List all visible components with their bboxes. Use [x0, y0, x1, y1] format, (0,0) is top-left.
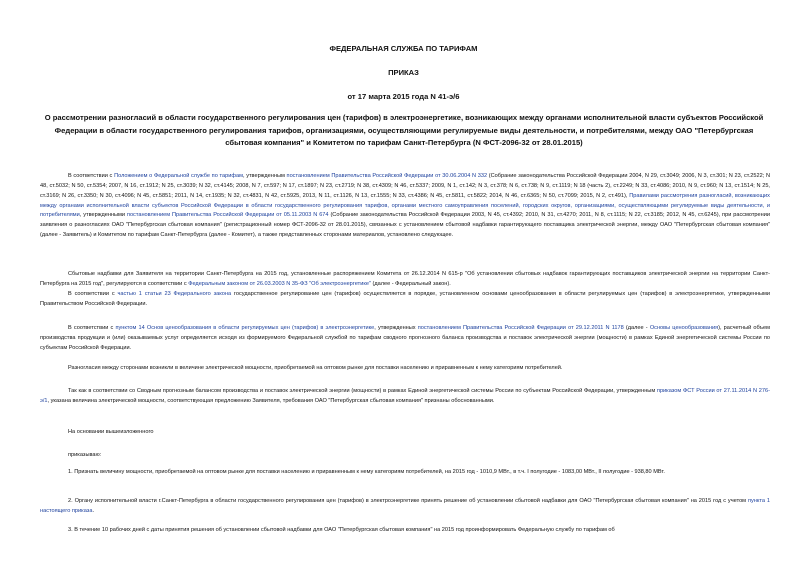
- paragraph-1-text-1: В соответствии с: [68, 173, 115, 179]
- paragraph-4-text-3: (далее -: [623, 325, 650, 331]
- paragraph-1-text-3: (Собрание законодательства Российской Федерации 2004, N 29, ст.3049; 2006, N 3, ст.301; N 23, ст.2522; N 48, ст.5032; N 50, ст.5354; 2007, N 16, ст.1912; N 25, ст.3039; N 32, ст.4145; 2008, N 7, ст.597; N 17, ст.1897; N 23, ст.2719; N 38, ст.4309; N 46, ст.5337; 2009, N 1, ст.142; N 3, ст.378; N 6, ст.738; N 9, ст.1119; N 18 (часть 2), ст.2249; N 33, ст.4086; 2010, N 9, ст.960; N 13, ст.1514; N 25, ст.3169; N 26, ст.3350; N 30, ст.4096; N 45, ст.5851; 2011, N 14, ст.1935; N 32, ст.4831, N 42, ст.5925, 2013, N 11, ст.1126, N 13, ст.1555; N 33, ст.4386; N 45, ст.5811, ст.5822; 2014, N 46, ст.6365; N 50, ст.7099; 2015, N 2, ст.491),: [40, 173, 771, 199]
- paragraph-6-text-2: , указана величина электрической мощности, соответствующая предложению Заявителя, требования ОАО "Петербургская сбытовая компания" признаны обоснованными.: [47, 397, 495, 404]
- paragraph-3-text-2: государственное регулирование цен (тарифов) осуществляется в порядке, установленном основами ценообразования в области регулируемых цен (тарифов) в электроэнергетике, утвержденными Правительством Российской Федерации.: [40, 291, 770, 307]
- link-decree-1178[interactable]: постановлением Правительства Российской Федерации от 29.12.2011 N 1178: [417, 325, 624, 331]
- link-decree-332[interactable]: постановлением Правительства Российской Федерации от 30.06.2004 N 332: [286, 173, 488, 179]
- paragraph-6: [40, 387, 770, 407]
- paragraph-2-text-1: Сбытовые надбавки для Заявителя на территории Санкт-Петербурга на 2015 год, установленные распоряжением Комитета от 26.12.2014 N 615-р "Об установлении сбытовых надбавок гарантирующих поставщиков электрической энергии на территории Санкт-Петербурга на 2015 год", регулируются в соответствии с: [40, 271, 770, 287]
- paragraph-3-text-1: В соответствии с: [68, 291, 118, 297]
- order-item-2: [40, 497, 770, 517]
- agency-heading: ФЕДЕРАЛЬНАЯ СЛУЖБА ПО ТАРИФАМ: [329, 44, 478, 53]
- paragraph-order: приказываю:: [68, 452, 102, 458]
- paragraph-basis: На основании вышеизложенного: [68, 429, 154, 435]
- order-item-1: 1. Признать величину мощности, приобретаемой на оптовом рынке для поставки населению и приравненным к нему категориям потребителей, на 2015 год - 1010,9 МВт., в т.ч. I полугодие - 1083,00 МВт., II полугодие - 938,80 МВт.: [68, 469, 665, 475]
- paragraph-1-text-4: , утвержденными: [79, 212, 127, 219]
- paragraph-2-text-2: (далее - Федеральный закон).: [370, 280, 451, 287]
- paragraph-6-text-1: Так как в соответствии со Сводным прогнозным балансом производства и поставок электрической энергии (мощности) в рамках Единой энергетической системы России по субъектам Российской Федерации, утвержденным: [68, 388, 657, 394]
- link-pricing-basics[interactable]: Основы ценообразования: [649, 325, 719, 331]
- link-pricing-basics-p14[interactable]: пунктом 14 Основ ценообразования в области регулируемых цен (тарифов) в электроэнергетике: [115, 325, 375, 331]
- link-fst-order-276[interactable]: приказом ФСТ России от 27.11.2014 N 276-э/1: [40, 388, 770, 404]
- link-item-1[interactable]: пункта 1 настоящего приказа: [40, 498, 770, 514]
- link-disagreement-rules[interactable]: Правилами рассмотрения разногласий, возникающих между органами исполнительной власти субъектов Российской Федерации в области государственного регулирования тарифов, органами местного самоуправления поселений, городских округов, организациями, осуществляющими регулируемые виды деятельности, и потребителями: [40, 192, 770, 219]
- paragraph-1: [40, 172, 770, 241]
- link-article-23[interactable]: частью 1 статьи 23 Федерального закона: [117, 291, 232, 297]
- paragraph-5: Разногласия между сторонами возникли в величине электрической мощности, приобретаемой на оптовом рынке для поставки населению и приравненным к нему категориям потребителей.: [68, 365, 563, 371]
- document-title: О рассмотрении разногласий в области государственного регулирования цен (тарифов) в электроэнергетике, возникающих между органами исполнительной власти субъектов Российской Федерации в области государственного регулирования тарифов, организациями, осуществляющими регулируемые виды деятельности, и потребителями, между ОАО "Петербургская сбытовая компания" и Комитетом по тарифам Санкт-Петербурга (N ФСТ-2096-32 от 28.01.2015): [44, 113, 764, 147]
- order-date-number: от 17 марта 2015 года N 41-э/6: [347, 92, 460, 101]
- order-item-2-text-2: .: [92, 507, 94, 514]
- order-item-3: 3. В течение 10 рабочих дней с даты принятия решения об установлении сбытовой надбавки для ОАО "Петербургская сбытовая компания" на 2015 год проинформировать Федеральную службу по тарифам об: [68, 527, 615, 533]
- paragraph-4-text-4: ), расчетный объем производства продукции и (или) оказываемых услуг определяется исходя из формируемого Федеральной службой по тарифам сводного прогнозного баланса производства и поставок электрической энергии (мощности) в рамках Единой энергетической системы России по субъектам Российской Федерации.: [40, 325, 771, 351]
- link-fst-regulation[interactable]: Положением о Федеральной службе по тарифам: [114, 173, 243, 179]
- link-federal-law-35fz[interactable]: Федеральным законом от 26.03.2003 N 35-ФЗ "Об электроэнергетике": [188, 280, 371, 287]
- paragraph-4: [40, 324, 770, 354]
- paragraph-1-text-5: (Собрание законодательства Российской Федерации 2003, N 45, ст.4392; 2010, N 31, ст.4270; 2011, N 8, ст.1115; N 22, ст.3185; 2012, N 45, ст.6245), при рассмотрении заявления о разногласиях ОАО "Петербургская сбытовая компания" (регистрационный номер ФСТ-2096-32 от 28.01.2015), связанных с установлением сбытовой надбавки гарантирующего поставщика электрической энергии, между ОАО "Петербургская сбытовая компания" (далее - Заявитель) и Комитетом по тарифам Санкт-Петербурга (далее - Комитет), а также представленных сторонами материалов, установлено следующее.: [40, 212, 770, 239]
- paragraph-4-text-1: В соответствии с: [68, 325, 116, 331]
- order-heading: ПРИКАЗ: [388, 68, 419, 77]
- paragraph-3: [40, 290, 770, 310]
- paragraph-2: [40, 270, 770, 290]
- paragraph-4-text-2: , утвержденных: [374, 325, 418, 331]
- order-item-2-text-1: 2. Органу исполнительной власти г.Санкт-Петербурга в области государственного регулирования цен (тарифов) в электроэнергетике принять решение об установлении сбытовой надбавки для ОАО "Петербургская сбытовая компания" на 2015 год с учетом: [68, 498, 748, 504]
- link-decree-674[interactable]: постановлением Правительства Российской Федерации от 05.11.2003 N 674: [126, 212, 329, 219]
- paragraph-1-text-2: , утвержденным: [242, 173, 287, 179]
